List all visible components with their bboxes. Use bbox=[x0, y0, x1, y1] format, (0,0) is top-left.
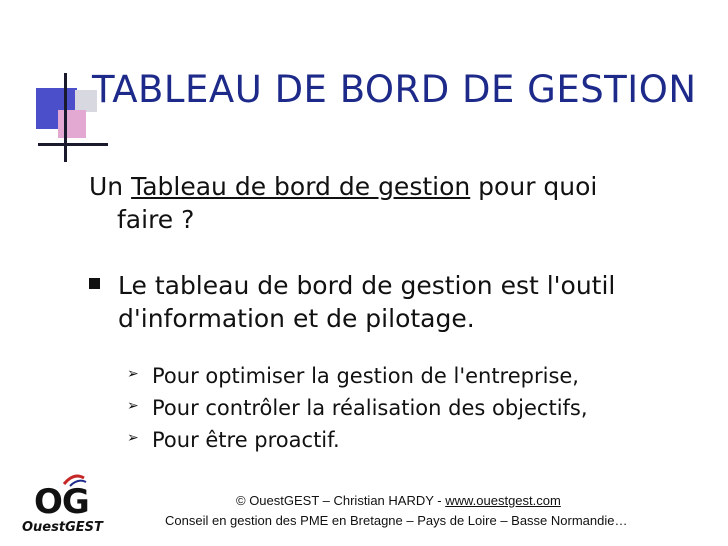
sub-bullet bbox=[127, 396, 588, 420]
main-bullet-line1: Le tableau de bord de gestion est l'outil bbox=[118, 271, 616, 300]
main-bullet-line2: d'information et de pilotage. bbox=[118, 304, 475, 333]
decor-square-pink bbox=[58, 110, 86, 138]
arrow-bullet-icon: ➢ bbox=[127, 398, 139, 414]
sub-bullet bbox=[127, 428, 340, 452]
sub-bullet-text: Pour contrôler la réalisation des objectifs, bbox=[152, 396, 588, 420]
sub-bullet bbox=[127, 364, 579, 388]
arrow-bullet-icon: ➢ bbox=[127, 366, 139, 382]
intro-paragraph bbox=[89, 170, 699, 236]
footer-copyright bbox=[236, 493, 561, 508]
arrow-bullet-icon: ➢ bbox=[127, 430, 139, 446]
sub-bullet-text: Pour optimiser la gestion de l'entreprise, bbox=[152, 364, 579, 388]
intro-prefix: Un bbox=[89, 172, 132, 201]
slide-title: TABLEAU DE BORD DE GESTION bbox=[92, 68, 697, 111]
intro-continuation: faire ? bbox=[117, 205, 195, 234]
website-link[interactable]: www.ouestgest.com bbox=[445, 493, 561, 508]
main-bullet bbox=[89, 269, 699, 335]
sub-bullet-text: Pour être proactif. bbox=[152, 428, 340, 452]
logo-name: OuestGEST bbox=[22, 520, 103, 535]
decor-line-horizontal bbox=[38, 143, 108, 146]
intro-suffix: pour quoi bbox=[470, 172, 598, 201]
square-bullet-icon bbox=[89, 278, 100, 289]
logo-letters: OG bbox=[34, 482, 89, 522]
ouestgest-logo bbox=[22, 470, 126, 536]
decor-line-vertical bbox=[64, 73, 67, 162]
footer-tagline: Conseil en gestion des PME en Bretagne – Pays de Loire – Basse Normandie… bbox=[165, 513, 628, 528]
intro-underlined: Tableau de bord de gestion bbox=[131, 172, 471, 201]
footer-copyright-text: © OuestGEST – Christian HARDY - bbox=[236, 493, 446, 508]
